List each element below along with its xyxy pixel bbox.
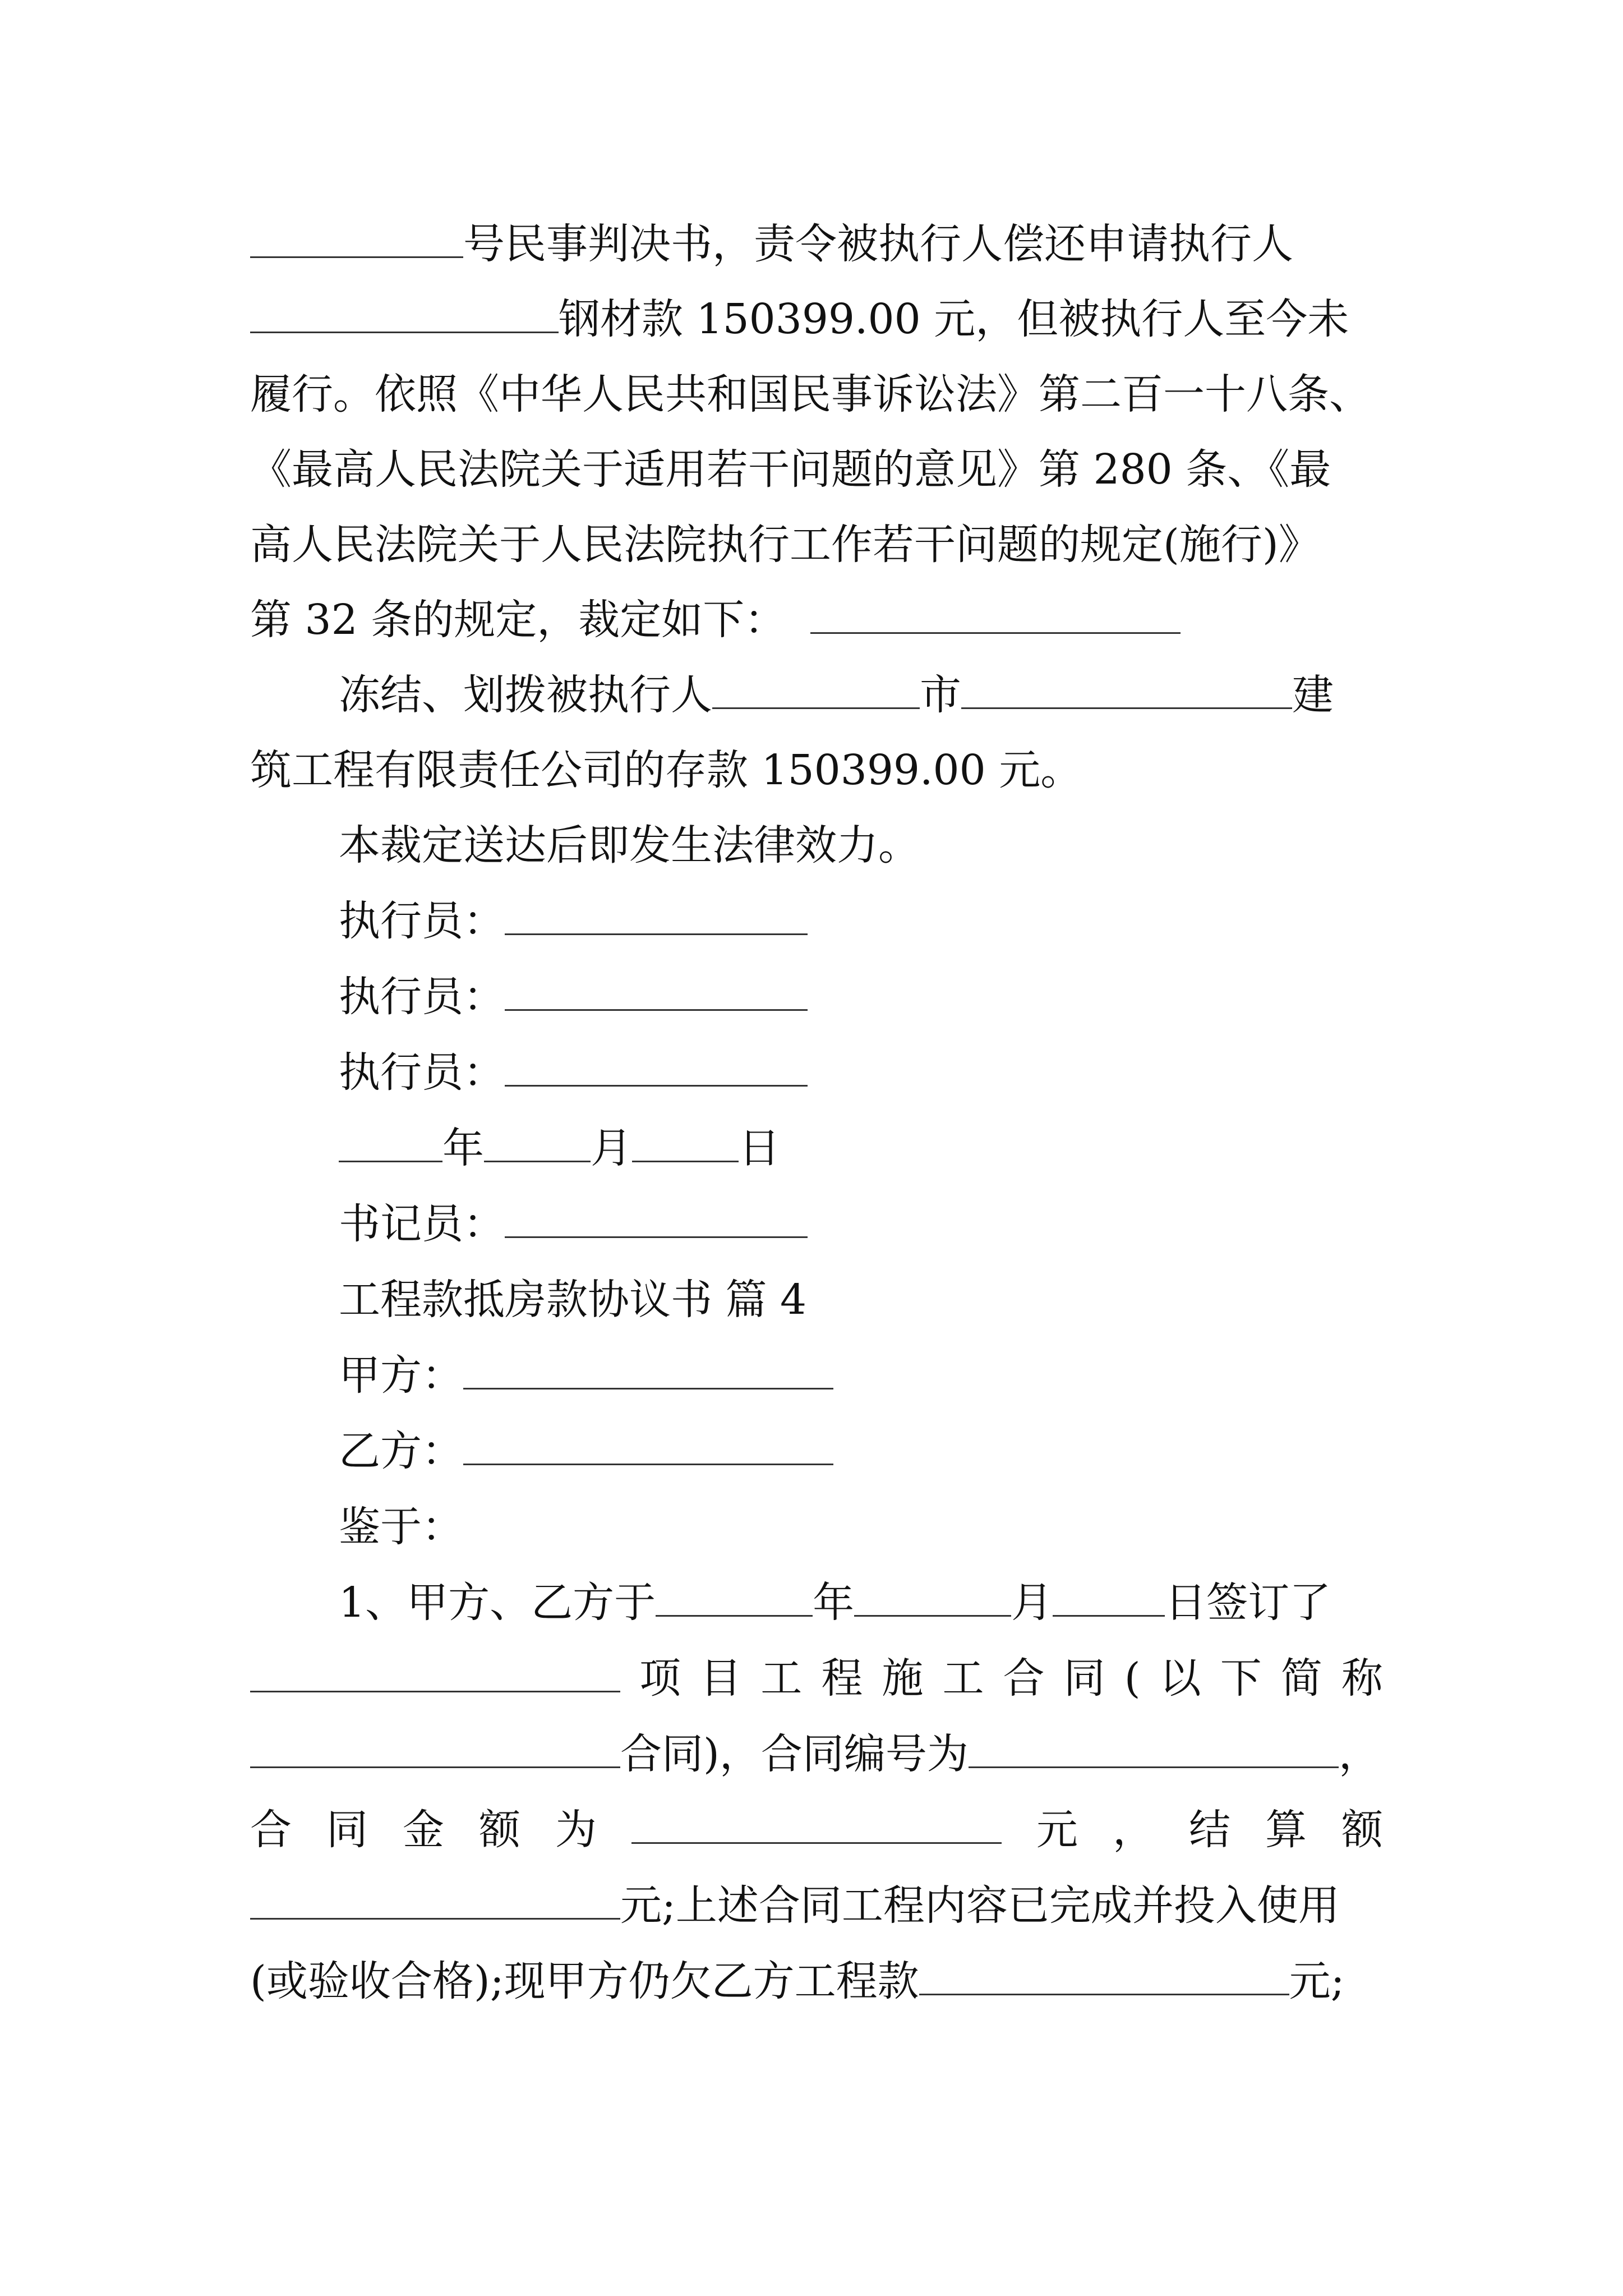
clause-line: [250, 1802, 1383, 1858]
line-char: 工: [760, 1654, 803, 1703]
blank-field: [1053, 1576, 1165, 1617]
party-a-line: [339, 1347, 1383, 1404]
clause-line: [250, 1726, 1383, 1782]
blank-field: [505, 970, 808, 1011]
blank-field: [250, 1879, 620, 1920]
blank-field: [505, 1197, 808, 1238]
blank-field: [969, 1727, 1339, 1768]
line-text: 建: [1292, 671, 1334, 719]
line-char: 称: [1341, 1654, 1383, 1703]
text-line: [250, 366, 1383, 422]
blank-field: [484, 1121, 591, 1162]
line-char: 下: [1220, 1654, 1262, 1703]
line-char: 工: [942, 1654, 984, 1703]
section-title: [339, 1272, 1383, 1328]
line-char: 算: [1265, 1806, 1307, 1854]
signature-line-executor: [339, 1045, 1383, 1101]
line-char: 项: [639, 1654, 681, 1703]
line-text: 合同)，合同编号为: [620, 1730, 969, 1778]
section-title-text: 工程款抵房款协议书 篇 4: [339, 1276, 807, 1324]
line-text: 元;上述合同工程内容已完成并投入使用: [620, 1881, 1340, 1930]
line-text: 第 32 条的规定，裁定如下：: [250, 596, 786, 644]
text-line: [339, 667, 1383, 723]
line-text: 号民事判决书，责令被执行人偿还申请执行人: [463, 220, 1293, 268]
blank-field: [631, 1803, 1002, 1844]
line-char: 为: [555, 1806, 597, 1854]
line-char: 简: [1280, 1654, 1322, 1703]
blank-field: [854, 1576, 1011, 1617]
clerk-label: 书记员：: [339, 1200, 505, 1248]
text-line: [250, 517, 1383, 573]
text-line: [250, 216, 1383, 272]
line-char: ，: [1113, 1806, 1154, 1854]
line-char: 合: [250, 1806, 292, 1854]
blank-field: [250, 1651, 620, 1692]
blank-field: [250, 292, 559, 333]
party-b-line: [339, 1423, 1383, 1479]
clause-line: [250, 1953, 1383, 2009]
clause-line: [339, 1575, 1383, 1631]
line-text: 日签订了: [1165, 1579, 1331, 1627]
line-char: 施: [882, 1654, 924, 1703]
party-b-label: 乙方：: [339, 1427, 463, 1475]
line-text: 冻结、划拨被执行人: [339, 671, 712, 719]
line-char: 额: [1341, 1806, 1383, 1854]
line-char: 程: [821, 1654, 863, 1703]
text-line: [339, 817, 1383, 873]
line-text: 1、甲方、乙方于: [339, 1579, 656, 1627]
line-text: (或验收合格);现甲方仍欠乙方工程款: [250, 1957, 919, 2005]
whereas-line: [339, 1499, 1383, 1555]
blank-field: [961, 668, 1292, 709]
line-text: 《最高人民法院关于适用若干问题的意见》第 280 条、《最: [250, 445, 1331, 494]
signature-line-executor: [339, 969, 1383, 1025]
line-char: 金: [403, 1806, 444, 1854]
line-text: 履行。依照《中华人民共和国民事诉讼法》第二百一十八条、: [250, 370, 1371, 418]
blank-field: [656, 1576, 813, 1617]
signature-line-clerk: [339, 1196, 1383, 1252]
month-label: 月: [591, 1124, 632, 1172]
line-char: 同: [326, 1806, 368, 1854]
line-text: 高人民法院关于人民法院执行工作若干问题的规定(施行)》: [250, 521, 1320, 569]
signature-line-executor: [339, 893, 1383, 949]
blank-field: [250, 1727, 620, 1768]
text-line: [250, 592, 1383, 648]
line-text: 钢材款 150399.00 元，但被执行人至今未: [559, 295, 1349, 343]
line-char: 结: [1189, 1806, 1230, 1854]
line-text: 年: [813, 1579, 855, 1627]
party-a-label: 甲方：: [339, 1351, 463, 1400]
year-label: 年: [442, 1124, 484, 1172]
blank-field: [339, 1121, 442, 1162]
blank-field: [505, 894, 808, 935]
line-text: 元;: [1289, 1957, 1345, 2005]
executor-label: 执行员：: [339, 897, 505, 945]
blank-field: [919, 1954, 1289, 1995]
blank-field: [505, 1046, 808, 1087]
line-text: 月: [1011, 1579, 1053, 1627]
line-char: 目: [700, 1654, 742, 1703]
executor-label: 执行员：: [339, 1048, 505, 1097]
blank-field: [810, 593, 1181, 634]
text-line: [250, 742, 1383, 798]
line-text: ，: [1338, 1730, 1380, 1778]
line-char: 以: [1159, 1654, 1201, 1703]
date-line: [339, 1120, 1383, 1176]
line-text: 市: [920, 671, 961, 719]
blank-field: [712, 668, 920, 709]
blank-field: [463, 1424, 833, 1465]
text-line: [250, 441, 1383, 498]
line-char: 额: [479, 1806, 520, 1854]
line-char: (: [1124, 1654, 1141, 1703]
day-label: 日: [739, 1124, 780, 1172]
line-text: 本裁定送达后即发生法律效力。: [339, 821, 920, 869]
clause-line: [250, 1878, 1383, 1934]
line-char: 元: [1036, 1806, 1078, 1854]
line-char: 同: [1063, 1654, 1105, 1703]
executor-label: 执行员：: [339, 973, 505, 1021]
line-char: 合: [1003, 1654, 1045, 1703]
blank-field: [463, 1349, 833, 1389]
whereas-label: 鉴于：: [339, 1503, 463, 1551]
text-line: [250, 291, 1383, 347]
blank-field: [632, 1121, 739, 1162]
line-text: 筑工程有限责任公司的存款 150399.00 元。: [250, 746, 1082, 794]
blank-field: [250, 217, 463, 258]
clause-line: [250, 1650, 1383, 1706]
